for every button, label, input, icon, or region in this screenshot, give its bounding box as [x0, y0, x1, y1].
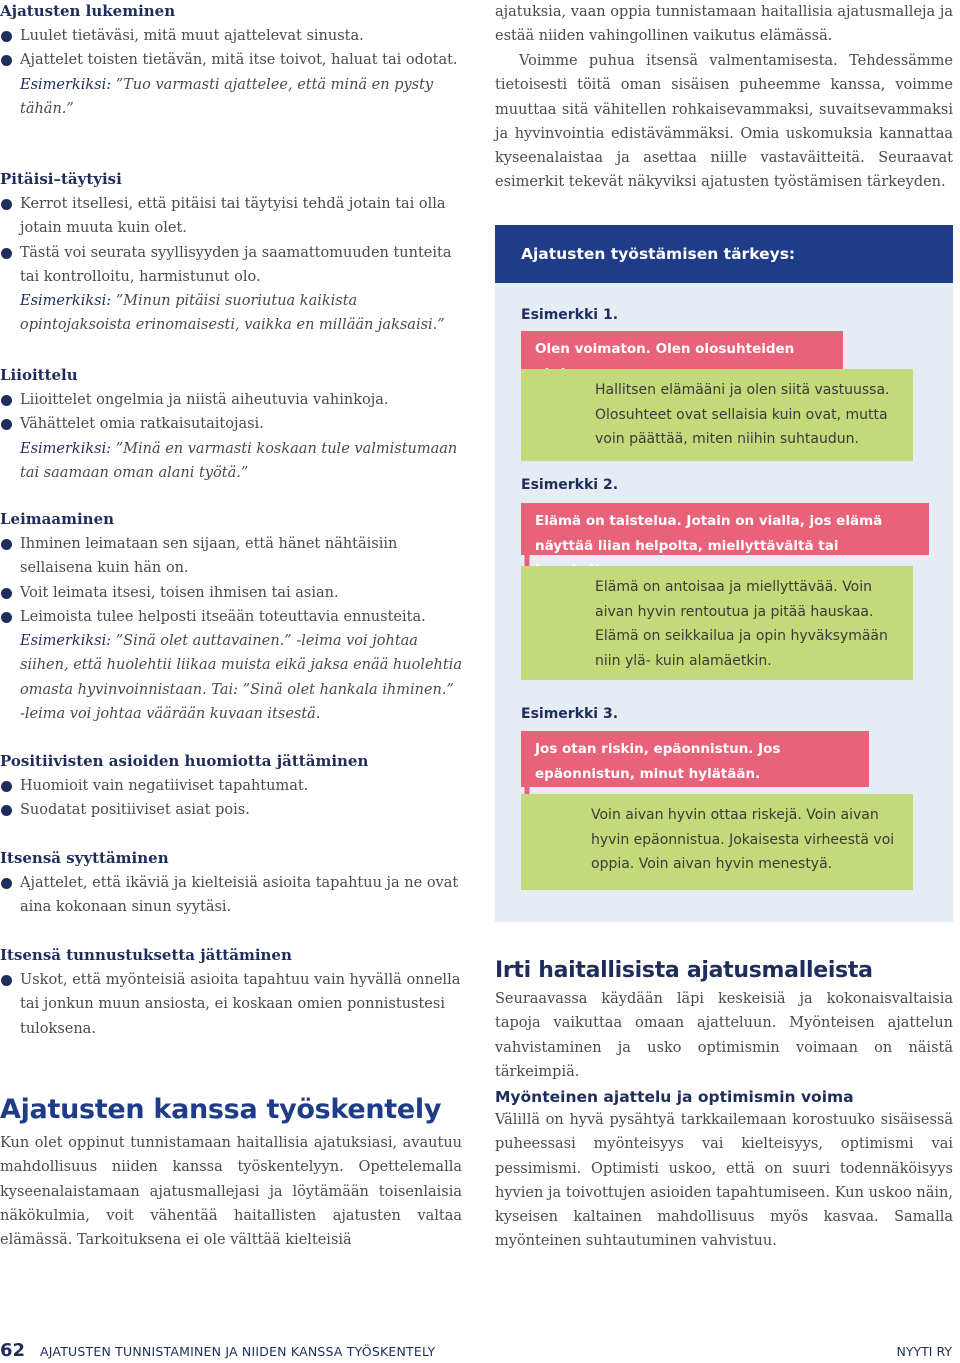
section-pitaisi-taytyisi: [0, 168, 462, 338]
bullet-icon: [1, 199, 12, 210]
subsection-paragraph: Välillä on hyvä pysähtyä tarkkailemaan korostuuko sisäisessä puheessasi myönteisyys vai kielteisyys, optimismi vai pessimismi. Optimisti uskoo, että on suuri todennäköisyys hyvien ja toivottujen asioiden tapahtumiseen. Kun uskoo näin, kyseisen kaltainen mahdollisuus myös kasvaa. Samalla myönteinen suhtautuminen vahvistuu.: [495, 1112, 953, 1250]
bullet-icon: [1, 419, 12, 430]
bullet-icon: [1, 878, 12, 889]
list-item: Huomioit vain negatiiviset tapahtumat.: [0, 774, 462, 798]
example-text: Esimerkiksi: ”Sinä olet auttavainen.” -leima voi johtaa siihen, että huolehtii liikaa muista eikä jaksa enää huolehtia omasta hyvinvoinnistaan. Tai: ”Sinä olet hankala ihminen.” -leima voi johtaa väärään kuvaan itsestä.: [20, 633, 462, 723]
section-leimaaminen: [0, 508, 462, 726]
box-title: Ajatusten työstämisen tärkeys:: [495, 225, 953, 283]
negative-thought: Elämä on taistelua. Jotain on vialla, jos elämä näyttää liian helpolta, miellyttävältä tai: [521, 503, 929, 555]
list-item: Luulet tietäväsi, mitä muut ajattelevat sinusta.: [0, 24, 462, 48]
list-item: Ihminen leimataan sen sijaan, että hänet nähtäisiin sellaisena kuin hän on.: [0, 532, 462, 581]
section-liioittelu: [0, 364, 462, 485]
list-item: Tästä voi seurata syyllisyyden ja saamattomuuden tunteita tai kontrolloitu, harmistunut olo.: [0, 241, 462, 290]
section-ajatusten-kanssa: [0, 1094, 462, 1252]
section-title: Ajatusten lukeminen: [0, 2, 176, 20]
info-box: [495, 225, 953, 922]
list-item: Uskot, että myönteisiä asioita tapahtuu vain hyvällä onnella tai jonkun muun ansiosta, ei koskaan omien ponnistustesi tuloksena.: [0, 968, 462, 1041]
section-myonteinen-ajattelu: [495, 1088, 953, 1254]
example-text: Esimerkiksi: ”Tuo varmasti ajattelee, että minä en pysty tähän.”: [20, 76, 434, 117]
section-title: Pitäisi–täytyisi: [0, 170, 122, 188]
bullet-icon: [1, 31, 12, 42]
list-item: Vähättelet omia ratkaisutaitojasi.: [0, 412, 462, 436]
page-number: 62: [0, 1340, 26, 1361]
footer-publisher: NYYTI RY: [896, 1344, 952, 1359]
bullet-icon: [1, 588, 12, 599]
bullet-icon: [1, 975, 12, 986]
section-title: Leimaaminen: [0, 510, 115, 528]
section-title: Liioittelu: [0, 366, 78, 384]
example-label: Esimerkki 3.: [521, 706, 619, 722]
intro-paragraph-1: ajatuksia, vaan oppia tunnistamaan haitallisia ajatusmalleja ja estää niiden vahingollinen vaikutus elämässä.: [495, 4, 953, 45]
section-title: Itsensä tunnustuksetta jättäminen: [0, 946, 292, 964]
list-item: Leimoista tulee helposti itseään toteuttavia ennusteita.: [0, 605, 462, 629]
list-item: Liioittelet ongelmia ja niistä aiheutuvia vahinkoja.: [0, 388, 462, 412]
positive-thought: Elämä on antoisaa ja miellyttävää. Voin aivan hyvin rentoutua ja pitää hauskaa. Elämä on seikkailua ja opin hyväksymään niin ylä- kuin alamäetkin.: [521, 566, 913, 680]
bullet-icon: [1, 612, 12, 623]
section-itsensa-syyttaminen: [0, 847, 462, 920]
positive-thought: Voin aivan hyvin ottaa riskejä. Voin aivan hyvin epäonnistua. Jokaisesta virheestä voi oppia. Voin aivan hyvin menestyä.: [521, 794, 913, 890]
negative-thought: Olen voimaton. Olen olosuhteiden: [521, 331, 843, 369]
footer-title: AJATUSTEN TUNNISTAMINEN JA NIIDEN KANSSA TYÖSKENTELY: [40, 1344, 436, 1359]
positive-thought: Hallitsen elämääni ja olen siitä vastuussa. Olosuhteet ovat sellaisia kuin ovat, mutta voin päättää, miten niihin suhtaudun.: [521, 369, 913, 461]
example-label: Esimerkki 1.: [521, 307, 619, 323]
example-text: Esimerkiksi: ”Minun pitäisi suoriutua kaikista opintojaksoista erinomaisesti, vaikka en millään jaksaisi.”: [20, 293, 445, 334]
page-footer: [0, 1340, 960, 1363]
chapter-heading: Ajatusten kanssa työskentely: [0, 1094, 442, 1125]
example-text: Esimerkiksi: ”Minä en varmasti koskaan tule valmistumaan tai saamaan oman alani työtä.”: [20, 440, 458, 481]
section-irti-haitallisista: [495, 958, 953, 1084]
negative-thought: Jos otan riskin, epäonnistun. Jos epäonnistun, minut hylätään.: [521, 731, 869, 787]
section-paragraph: Seuraavassa käydään läpi keskeisiä ja kokonaisvaltaisia tapoja vaikuttaa omaan ajatteluun. Myönteisen ajattelun vahvistaminen ja usko optimismin voimaan on näistä tärkeimpiä.: [495, 991, 953, 1080]
bullet-icon: [1, 539, 12, 550]
list-item: Suodatat positiiviset asiat pois.: [0, 798, 462, 822]
intro-paragraph-2: Voimme puhua itsensä valmentamisesta. Tehdessämme tietoisesti töitä oman sisäisen puheemme kanssa, voimme muuttaa sitä vähitellen rohkaisevammaksi, suvaitsevammaksi ja hyvinvointia edistävämmäksi. Omia uskomuksia kannattaa kyseenalaistaa ja asettaa niille vastaväitteitä. Seuraavat esimerkit tekevät näkyviksi ajatusten työstämisen tärkeyden.: [495, 53, 953, 191]
bullet-icon: [1, 805, 12, 816]
list-item: Ajattelet toisten tietävän, mitä itse toivot, haluat tai odotat.: [0, 48, 462, 72]
section-heading: Irti haitallisista ajatusmalleista: [495, 958, 873, 983]
chapter-paragraph: Kun olet oppinut tunnistamaan haitallisia ajatuksiasi, avautuu mahdollisuus niiden kanssa työskentelyyn. Opettelemalla kyseenalaistamaan ajatusmallejasi ja löytämään toisenlaisia näkökulmia, voit vähentää haitallisten ajatusten valtaa elämässä. Tarkoituksena ei ole välttää kielteisiä: [0, 1135, 462, 1249]
section-title: Positiivisten asioiden huomiotta jättäminen: [0, 752, 369, 770]
section-title: Itsensä syyttäminen: [0, 849, 169, 867]
section-positiivisten-huomiotta: [0, 750, 462, 823]
section-tunnustuksetta: [0, 944, 462, 1041]
bullet-icon: [1, 55, 12, 66]
list-item: Kerrot itsellesi, että pitäisi tai täytyisi tehdä jotain tai olla jotain muuta kuin olet.: [0, 192, 462, 241]
list-item: Voit leimata itsesi, toisen ihmisen tai asian.: [0, 581, 462, 605]
section-ajatusten-lukeminen: [0, 0, 462, 121]
bullet-icon: [1, 248, 12, 259]
bullet-icon: [1, 395, 12, 406]
list-item: Ajattelet, että ikäviä ja kielteisiä asioita tapahtuu ja ne ovat aina kokonaan sinun syytäsi.: [0, 871, 462, 920]
bullet-icon: [1, 781, 12, 792]
subsection-heading: Myönteinen ajattelu ja optimismin voima: [495, 1088, 854, 1106]
example-label: Esimerkki 2.: [521, 477, 619, 493]
